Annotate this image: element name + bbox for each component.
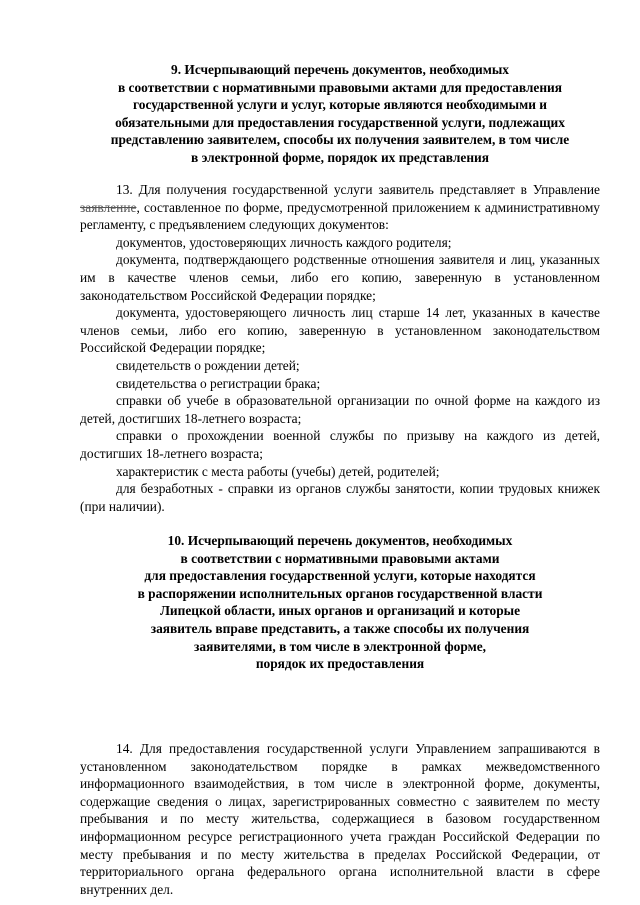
heading-line: для предоставления государственной услуги, которые находятся bbox=[144, 568, 536, 584]
paragraph-13-text-start: 13. Для получения государственной услуги заявитель представляет в Управление bbox=[116, 182, 600, 197]
document-list-item: свидетельств о рождении детей; bbox=[116, 357, 300, 373]
document-list-item: свидетельства о регистрации брака; bbox=[116, 375, 321, 391]
document-list-item: документов, удостоверяющих личность каждого родителя; bbox=[116, 234, 452, 250]
heading-line: представлению заявителем, способы их получения заявителем, в том числе bbox=[110, 132, 570, 148]
heading-line: 10. Исчерпывающий перечень документов, необходимых bbox=[167, 533, 513, 548]
section-9-body bbox=[80, 181, 600, 515]
heading-line: государственной услуги и услуг, которые являются необходимыми и bbox=[133, 97, 547, 113]
heading-line: 9. Исчерпывающий перечень документов, необходимых bbox=[171, 62, 509, 77]
document-list-item: справки о прохождении военной службы по призыву на каждого из детей, достигших 18-летнего возраста; bbox=[80, 428, 600, 461]
heading-line: Липецкой области, иных органов и организаций и которые bbox=[159, 603, 521, 619]
section-10-heading bbox=[80, 532, 600, 673]
heading-line: в соответствии с нормативными правовыми актами для предоставления bbox=[117, 79, 563, 95]
heading-line: заявитель вправе представить, а также способы их получения bbox=[150, 620, 530, 636]
heading-line: в распоряжении исполнительных органов государственной власти bbox=[137, 585, 543, 601]
paragraph-13-text-end: , составленное по форме, предусмотренной приложением к административному регламенту, с предъявлением следующих документов: bbox=[80, 199, 600, 233]
document-list-item: документа, подтверждающего родственные отношения заявителя и лиц, указанных им в качестве членов семьи, либо его копию, заверенную в установленном законодательством Российской Федерации порядке; bbox=[80, 252, 600, 303]
section-10-body bbox=[80, 740, 600, 898]
document-list-item: характеристик с места работы (учебы) детей, родителей; bbox=[116, 463, 440, 479]
heading-line: заявителями, в том числе в электронной форме, bbox=[194, 638, 486, 654]
heading-line: в электронной форме, порядок их представления bbox=[191, 149, 489, 165]
heading-line: в соответствии с нормативными правовыми актами bbox=[180, 550, 500, 566]
document-list-item: для безработных - справки из органов службы занятости, копии трудовых книжек (при наличии). bbox=[80, 481, 600, 514]
document-list-item: документа, удостоверяющего личность лиц старше 14 лет, указанных в качестве членов семьи, либо его копию, заверенную в установленном законодательством Российской Федерации порядке; bbox=[80, 305, 600, 356]
heading-line: порядок их предоставления bbox=[255, 656, 425, 672]
paragraph-13 bbox=[80, 181, 600, 234]
document-list-item: справки об учебе в образовательной организации по очной форме на каждого из детей, достигших 18-летнего возраста; bbox=[80, 393, 600, 426]
section-9-heading bbox=[80, 61, 600, 167]
heading-line: обязательными для предоставления государственной услуги, подлежащих bbox=[115, 114, 565, 130]
paragraph-14: 14. Для предоставления государственной услуги Управлением запрашиваются в установленном законодательством порядке в рамках межведомственного информационного взаимодействия, в том числе в электронной форме, документы, содержащие сведения о лицах, зарегистрированных совместно с заявителем по месту пребывания и по месту жительства, содержащиеся в базовом государственном информационном ресурсе регистрационного учета граждан Российской Федерации по месту пребывания и по месту жительства в пределах Российской Федерации, от территориального органа федерального органа исполнительной власти в сфере внутренних дел. bbox=[80, 741, 600, 897]
struck-out-word: заявление bbox=[80, 199, 137, 215]
